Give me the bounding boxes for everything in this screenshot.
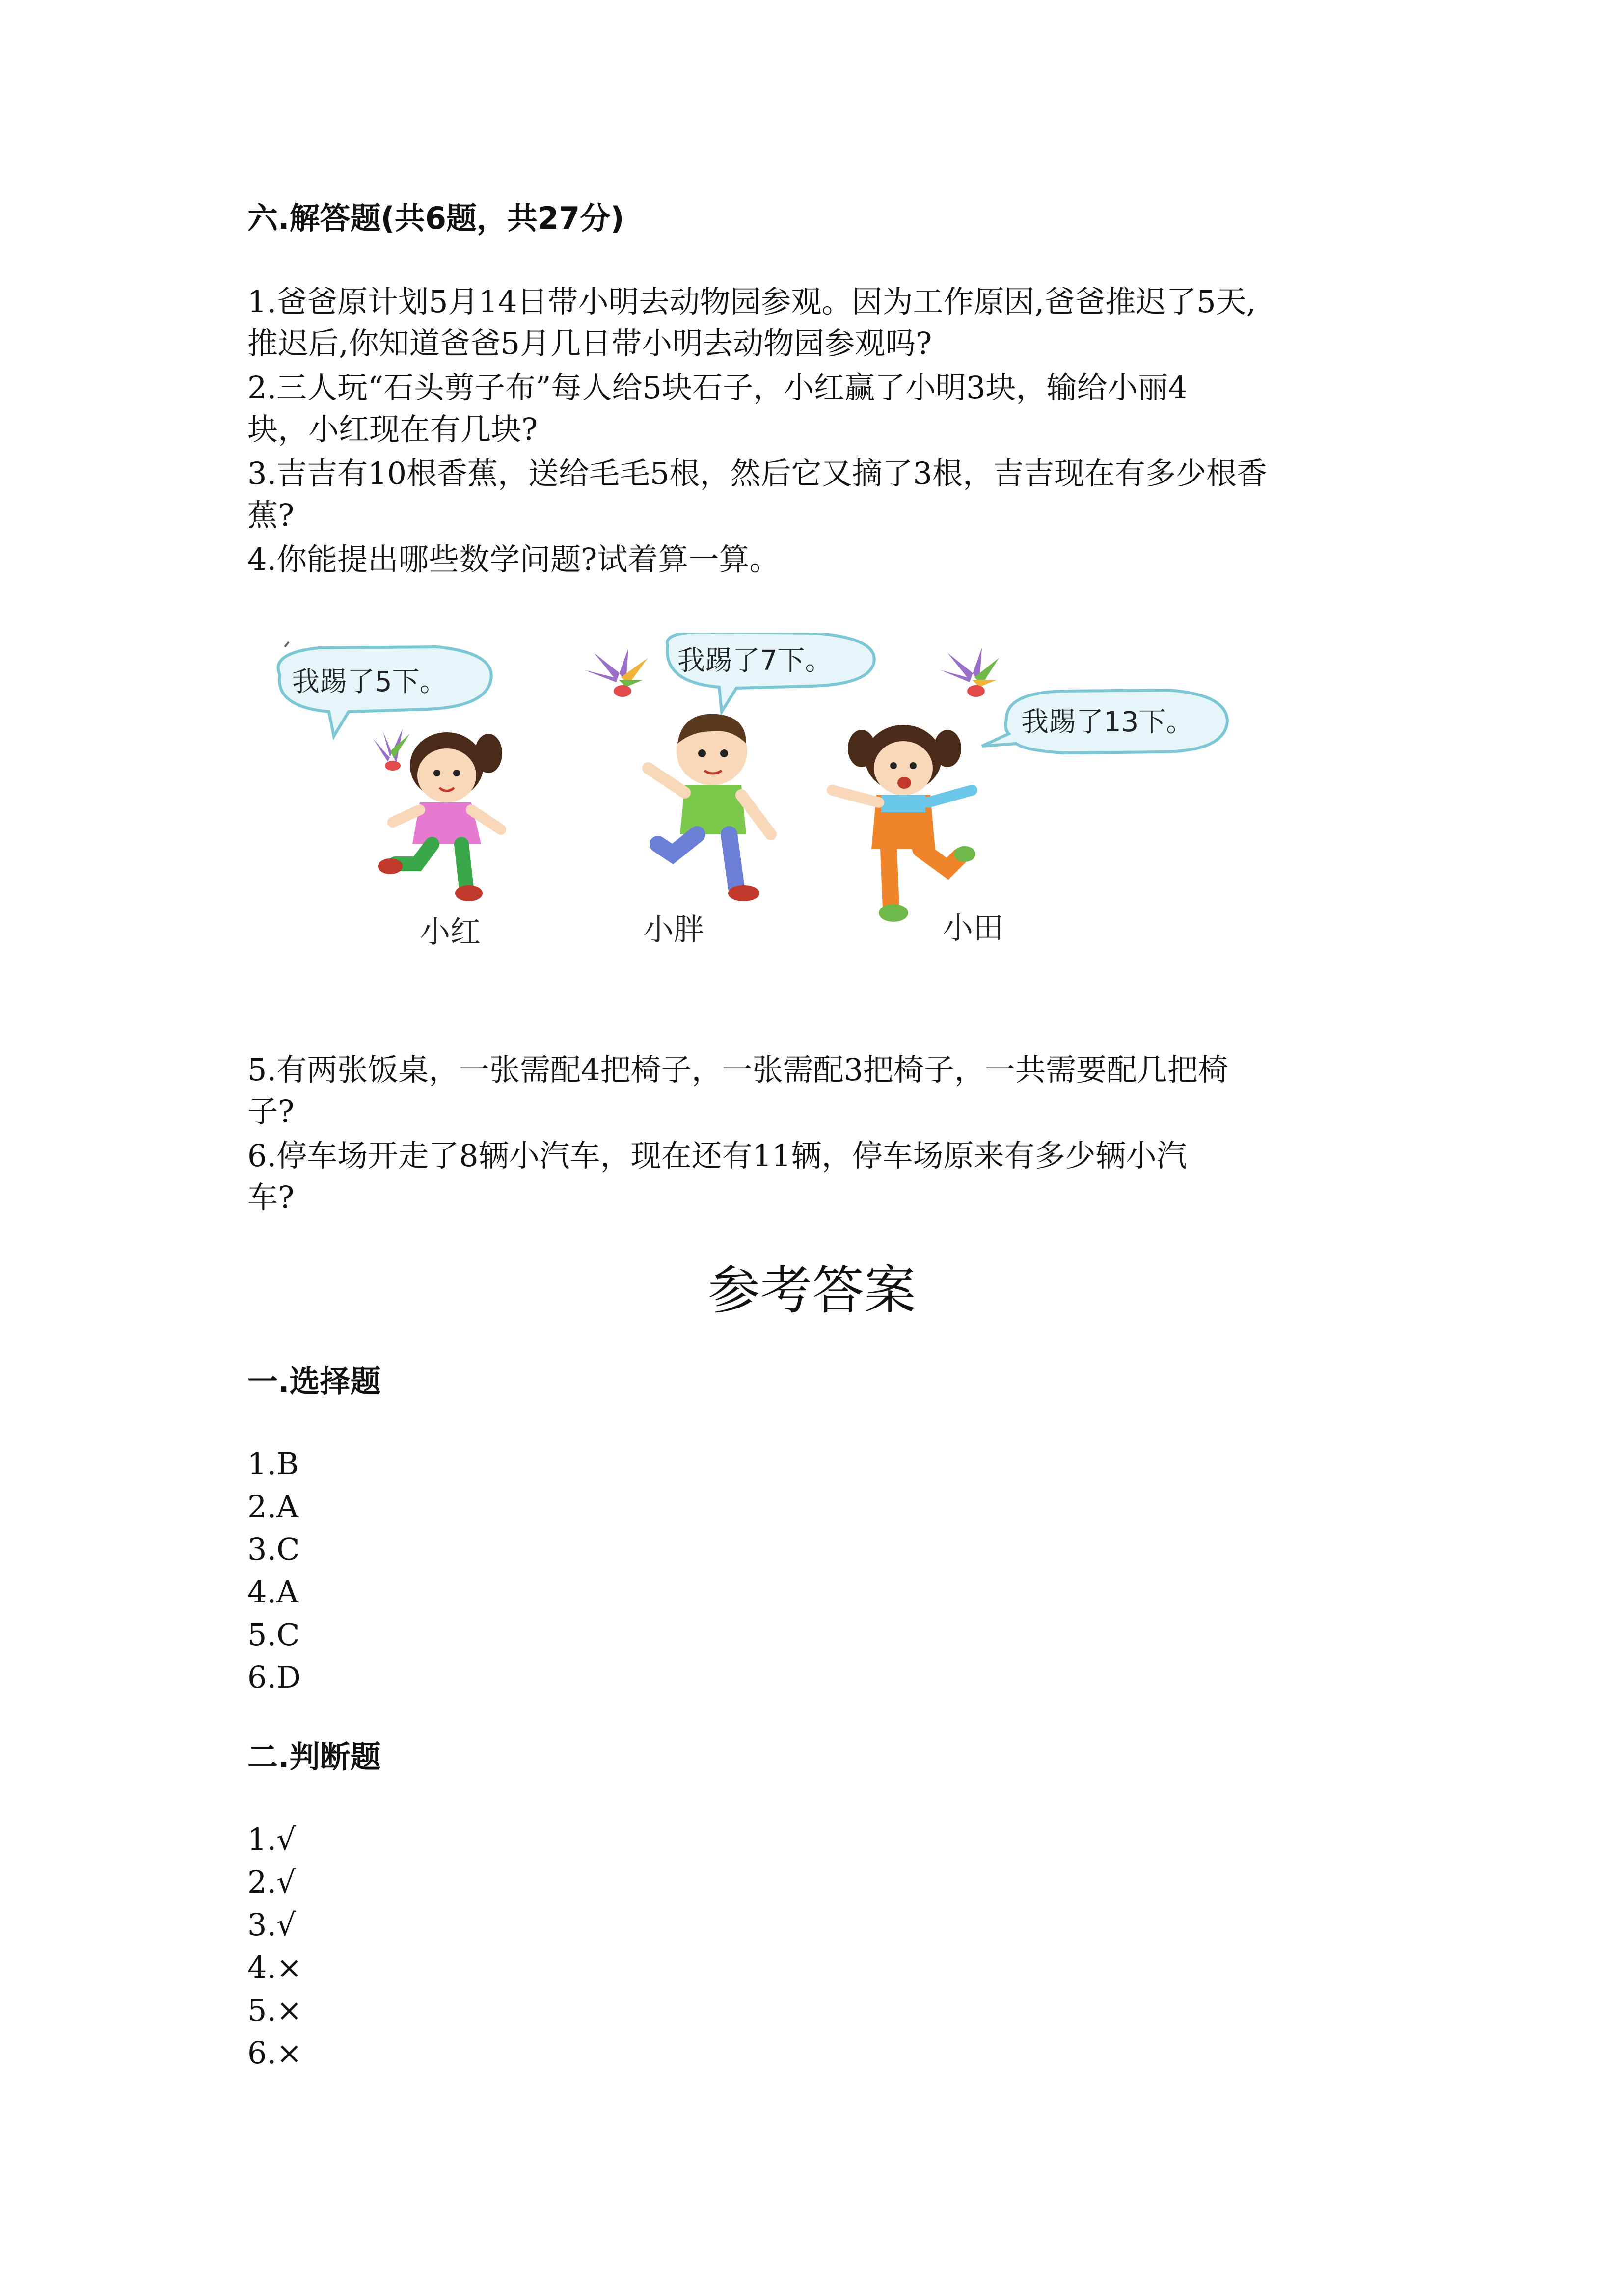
name-xiaohong: 小红 <box>420 914 481 950</box>
question-3-line-2: 蕉? <box>247 497 295 533</box>
boy-xiaopang-figure <box>648 714 771 901</box>
answer-2-1: 1.√ <box>247 1821 296 1857</box>
shuttlecock-3-icon <box>940 648 999 697</box>
answers-part-1-heading: 一.选择题 <box>247 1363 381 1399</box>
name-xiaotian: 小田 <box>943 910 1004 946</box>
answer-key-title: 参考答案 <box>708 1260 916 1321</box>
question-2-line-2: 块，小红现在有几块? <box>247 411 538 447</box>
speech-bubble-2 <box>667 633 874 712</box>
shuttlecock-2-icon <box>584 648 648 697</box>
bubble-3-text: 我踢了13下。 <box>1021 706 1194 738</box>
answer-1-3: 3.C <box>247 1531 300 1567</box>
shuttlecock-kids-illustration <box>241 633 1262 977</box>
answer-1-6: 6.D <box>247 1659 301 1695</box>
answers-part-2-heading: 二.判断题 <box>247 1739 381 1775</box>
question-4-line-1: 4.你能提出哪些数学问题?试着算一算。 <box>247 541 780 577</box>
answer-1-1: 1.B <box>247 1446 299 1482</box>
answer-2-5: 5.× <box>247 1992 302 2028</box>
answer-2-3: 3.√ <box>247 1907 296 1943</box>
answer-1-2: 2.A <box>247 1489 298 1524</box>
question-6-line-2: 车? <box>247 1179 295 1215</box>
bubble-2-text: 我踢了7下。 <box>677 645 833 677</box>
answer-2-2: 2.√ <box>247 1864 296 1900</box>
answer-2-4: 4.× <box>247 1949 302 1985</box>
answer-1-4: 4.A <box>247 1574 298 1610</box>
answer-2-6: 6.× <box>247 2035 302 2071</box>
question-5-line-2: 子? <box>247 1094 295 1129</box>
question-5-line-1: 5.有两张饭桌，一张需配4把椅子，一张需配3把椅子，一共需要配几把椅 <box>247 1052 1229 1088</box>
speech-bubble-3 <box>982 690 1227 753</box>
girl-xiaotian-figure <box>832 725 975 922</box>
question-3-line-1: 3.吉吉有10根香蕉，送给毛毛5根，然后它又摘了3根，吉吉现在有多少根香 <box>247 455 1267 491</box>
question-6-line-1: 6.停车场开走了8辆小汽车，现在还有11辆，停车场原来有多少辆小汽 <box>247 1138 1187 1174</box>
question-1-line-2: 推迟后,你知道爸爸5月几日带小明去动物园参观吗? <box>247 325 932 361</box>
bubble-1-text: 我踢了5下。 <box>292 666 447 698</box>
question-1-line-1: 1.爸爸原计划5月14日带小明去动物园参观。因为工作原因,爸爸推迟了5天, <box>247 284 1256 320</box>
shuttlecock-1-icon <box>373 729 410 771</box>
question-2-line-1: 2.三人玩“石头剪子布”每人给5块石子，小红赢了小明3块，输给小丽4 <box>247 370 1188 405</box>
section-6-heading: 六.解答题(共6题，共27分) <box>247 200 624 236</box>
speech-bubble-1 <box>278 647 491 736</box>
name-xiaopang: 小胖 <box>643 911 704 947</box>
answer-1-5: 5.C <box>247 1617 300 1653</box>
